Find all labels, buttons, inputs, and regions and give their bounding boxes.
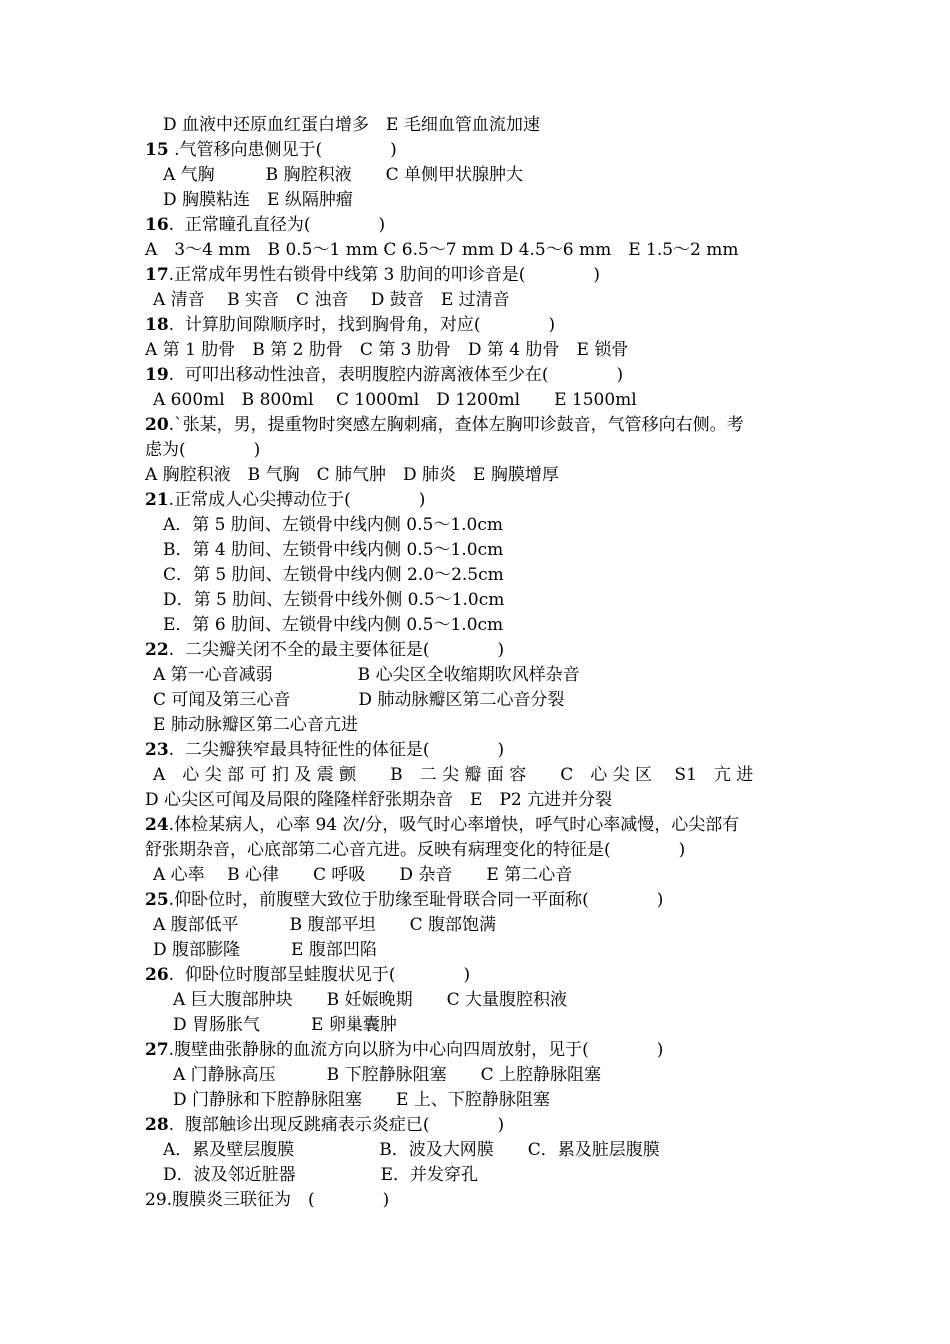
option-line: E 肺动脉瓣区第二心音亢进 xyxy=(153,715,358,735)
question-29: 29.腹膜炎三联征为 ( ) xyxy=(145,1190,390,1210)
question-28: 28. 腹部触诊出现反跳痛表示炎症已( ) xyxy=(145,1115,505,1135)
option-line: D．波及邻近脏器 E．并发穿孔 xyxy=(163,1165,479,1185)
question-continuation: 虑为( ) xyxy=(145,440,261,460)
option-line: A 600ml B 800ml C 1000ml D 1200ml E 1500ml xyxy=(153,390,637,410)
option-line: D 腹部膨隆 E 腹部凹陷 xyxy=(153,940,377,960)
option-line: D 门静脉和下腔静脉阻塞 E 上、下腔静脉阻塞 xyxy=(173,1090,550,1110)
question-18: 18. 计算肋间隙顺序时，找到胸骨角，对应( ) xyxy=(145,315,556,335)
option-line: B．第 4 肋间、左锁骨中线内侧 0.5～1.0cm xyxy=(163,540,504,560)
option-line: A 3～4 mm B 0.5～1 mm C 6.5～7 mm D 4.5～6 mm E 1.5～2 mm xyxy=(145,240,739,260)
option-line: D 胸膜粘连 E 纵隔肿瘤 xyxy=(163,190,353,210)
option-line: D．第 5 肋间、左锁骨中线外侧 0.5～1.0cm xyxy=(163,590,505,610)
option-line: A 第 1 肋骨 B 第 2 肋骨 C 第 3 肋骨 D 第 4 肋骨 E 锁骨 xyxy=(145,340,629,360)
option-line: A 气胸 B 胸腔积液 C 单侧甲状腺肿大 xyxy=(163,165,523,185)
question-26: 26. 仰卧位时腹部呈蛙腹状见于( ) xyxy=(145,965,471,985)
option-line: A 门静脉高压 B 下腔静脉阻塞 C 上腔静脉阻塞 xyxy=(173,1065,601,1085)
option-line: A．累及壁层腹膜 B．波及大网膜 C．累及脏层腹膜 xyxy=(163,1140,660,1160)
option-line: A 心 尖 部 可 扪 及 震 颤 B 二 尖 瓣 面 容 C 心 尖 区 S1 亢 进 xyxy=(153,765,754,785)
option-line: C．第 5 肋间、左锁骨中线内侧 2.0～2.5cm xyxy=(163,565,504,585)
option-line: A．第 5 肋间、左锁骨中线内侧 0.5～1.0cm xyxy=(163,515,504,535)
option-line: A 巨大腹部肿块 B 妊娠晚期 C 大量腹腔积液 xyxy=(173,990,567,1010)
question-continuation: 舒张期杂音，心底部第二心音亢进。反映有病理变化的特征是( ) xyxy=(145,840,686,860)
option-line: A 第一心音减弱 B 心尖区全收缩期吹风样杂音 xyxy=(153,665,580,685)
question-15: 15 .气管移向患侧见于( ) xyxy=(145,140,397,160)
option-line: D 血液中还原血红蛋白增多 E 毛细血管血流加速 xyxy=(163,115,540,135)
question-16: 16. 正常瞳孔直径为( ) xyxy=(145,215,386,235)
option-line: D 心尖区可闻及局限的隆隆样舒张期杂音 E P2 亢进并分裂 xyxy=(145,790,613,810)
question-23: 23. 二尖瓣狭窄最具特征性的体征是( ) xyxy=(145,740,505,760)
option-line: A 胸腔积液 B 气胸 C 肺气肿 D 肺炎 E 胸膜增厚 xyxy=(145,465,559,485)
option-line: A 清音 B 实音 C 浊音 D 鼓音 E 过清音 xyxy=(153,290,510,310)
option-line: E．第 6 肋间、左锁骨中线内侧 0.5～1.0cm xyxy=(163,615,504,635)
question-27: 27.腹壁曲张静脉的血流方向以脐为中心向四周放射，见于( ) xyxy=(145,1040,664,1060)
option-line: A 腹部低平 B 腹部平坦 C 腹部饱满 xyxy=(153,915,496,935)
option-line: D 胃肠胀气 E 卵巢囊肿 xyxy=(173,1015,397,1035)
question-20: 20.`张某，男，提重物时突感左胸刺痛，查体左胸叩诊鼓音，气管移向右侧。考 xyxy=(145,415,744,435)
question-19: 19. 可叩出移动性浊音，表明腹腔内游离液体至少在( ) xyxy=(145,365,624,385)
question-25: 25.仰卧位时，前腹壁大致位于肋缘至耻骨联合同一平面称( ) xyxy=(145,890,664,910)
question-21: 21.正常成人心尖搏动位于( ) xyxy=(145,490,426,510)
question-22: 22. 二尖瓣关闭不全的最主要体征是( ) xyxy=(145,640,505,660)
option-line: C 可闻及第三心音 D 肺动脉瓣区第二心音分裂 xyxy=(153,690,565,710)
option-line: A 心率 B 心律 C 呼吸 D 杂音 E 第二心音 xyxy=(153,865,573,885)
question-24: 24.体检某病人，心率 94 次/分，吸气时心率增快，呼气时心率减慢，心尖部有 xyxy=(145,815,740,835)
question-17: 17.正常成年男性右锁骨中线第 3 肋间的叩诊音是( ) xyxy=(145,265,600,285)
